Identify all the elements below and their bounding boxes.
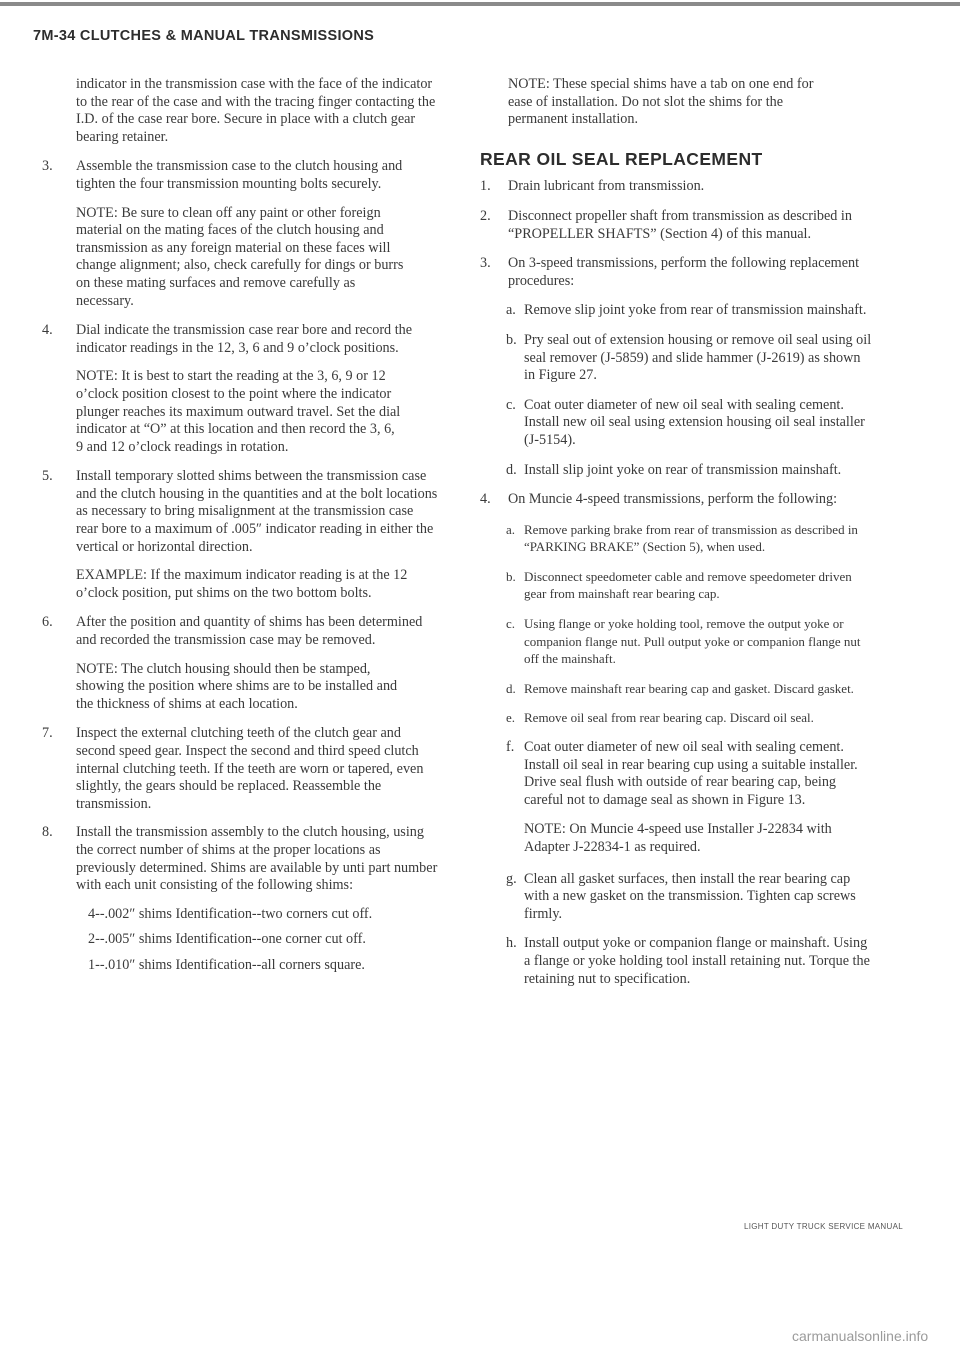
note-installer: NOTE: On Muncie 4-speed use Installer J-22834 with Adapter J-22834-1 as required. (524, 821, 832, 855)
note-reading: NOTE: It is best to start the reading at the 3, 6, 9 or 12 o’clock position closest to the point where the indicator plunger reaches its maximum outward travel. Set the dial indicator at “O” at this location and then record the 3, 6, 9 and 12 o’clock readings in rotation. (76, 368, 401, 455)
step-number: 8. (42, 824, 53, 841)
substep-text: Remove parking brake from rear of transmission as described in “PARKING BRAKE” (Section 5), when used. (524, 521, 858, 555)
substep-letter: d. (506, 461, 517, 478)
note-special-shims: NOTE: These special shims have a tab on one end for ease of installation. Do not slot the shims for the permanent installation. (508, 76, 814, 128)
footer-manual-title: LIGHT DUTY TRUCK SERVICE MANUAL (744, 1222, 903, 1231)
substep-letter: a. (506, 521, 516, 537)
step-number: 2. (480, 207, 491, 224)
substep-letter: f. (506, 739, 515, 756)
example-text: EXAMPLE: If the maximum indicator reading is at the 12 o’clock position, put shims on the two bottom bolts. (76, 567, 408, 601)
substep-text: Disconnect speedometer cable and remove speedometer driven gear from mainshaft rear bearing cap. (524, 568, 852, 602)
substep-text: Coat outer diameter of new oil seal with sealing cement. Install oil seal in rear bearing cup using a suitable installer. Drive seal flush with outside of rear bearing cap, being careful not to damage seal as shown in Figure 13. (524, 739, 858, 808)
substep-4a (480, 521, 874, 556)
step-text: On Muncie 4-speed transmissions, perform the following: (508, 491, 838, 508)
substep-4d (480, 680, 874, 698)
substep-text: Using flange or yoke holding tool, remove the output yoke or companion flange nut. Pull output yoke or companion flange nut off the mainshaft. (524, 616, 861, 667)
step-number: 1. (480, 178, 491, 195)
step-text: On 3-speed transmissions, perform the following replacement procedures: (508, 255, 860, 289)
note-mating-faces: NOTE: Be sure to clean off any paint or other foreign material on the mating faces of the clutch housing and transmission as any foreign material on these faces will change alignment; also, check carefully for dings or burrs on these mating surfaces and remove carefully as necessary. (76, 204, 404, 309)
substep-3d (480, 462, 874, 480)
step-text: Dial indicate the transmission case rear bore and record the indicator readings in the 12, 3, 6 and 9 o’clock positions. (76, 322, 413, 356)
substep-text: Remove mainshaft rear bearing cap and gasket. Discard gasket. (524, 680, 854, 696)
substep-text: Remove oil seal from rear bearing cap. Discard oil seal. (524, 710, 814, 726)
substep-4b (480, 568, 874, 603)
step-text: Install the transmission assembly to the clutch housing, using the correct number of shims at the proper locations as previously determined. Shims are available by unti part number with each unit consisting of the following shims: (76, 824, 438, 894)
substep-text: Install slip joint yoke on rear of transmission mainshaft. (524, 461, 842, 478)
step-text: Inspect the external clutching teeth of the clutch gear and second speed gear. Inspect the second and third speed clutch internal clutching teeth. If the teeth are worn or tapered, even slightly, the gears should be replaced. Reassemble the transmission. (76, 725, 424, 812)
shim-line: 2--.005″ shims Identification--one corner cut off. (88, 931, 366, 948)
step-text: Disconnect propeller shaft from transmission as described in “PROPELLER SHAFTS” (Section 4) of this manual. (508, 207, 852, 242)
step-5 (36, 468, 438, 556)
procedure-step-4 (480, 491, 874, 509)
substep-4e (480, 709, 874, 727)
substep-3b (480, 332, 874, 385)
substep-text: Install output yoke or companion flange or mainshaft. Using a flange or yoke holding tool install retaining nut. Torque the retaining nut to specification. (524, 935, 870, 987)
step-7 (36, 725, 438, 813)
step-number: 5. (42, 468, 53, 485)
shim-line: 1--.010″ shims Identification--all corners square. (88, 956, 365, 973)
step-text: After the position and quantity of shims has been determined and recorded the transmission case may be removed. (76, 614, 423, 649)
continued-text: indicator in the transmission case with the face of the indicator to the rear of the case and with the tracing finger contacting the I.D. of the case rear bore. Secure in place with a clutch gear bearing retainer. (76, 76, 436, 145)
substep-3c (480, 397, 874, 450)
top-rule (0, 2, 960, 6)
substep-4c (480, 615, 874, 668)
substep-text: Coat outer diameter of new oil seal with sealing cement. Install new oil seal using extension housing oil seal installer (J-5154). (524, 396, 865, 448)
step-number: 3. (480, 255, 491, 272)
step-8 (36, 824, 438, 894)
substep-letter: c. (506, 616, 516, 632)
step-3 (36, 158, 438, 193)
step-text: Drain lubricant from transmission. (508, 178, 705, 195)
watermark: carmanualsonline.info (792, 1328, 929, 1344)
substep-3a (480, 302, 874, 320)
step-number: 6. (42, 614, 53, 631)
section-title: REAR OIL SEAL REPLACEMENT (480, 148, 763, 169)
substep-letter: g. (506, 870, 517, 887)
step-4 (36, 322, 438, 357)
substep-letter: b. (506, 331, 517, 348)
substep-letter: b. (506, 568, 516, 584)
step-text: Assemble the transmission case to the clutch housing and tighten the four transmission mounting bolts securely. (76, 158, 403, 192)
step-number: 4. (480, 491, 491, 508)
note-stamped: NOTE: The clutch housing should then be stamped, showing the position where shims are to be installed and the thickness of shims at each location. (76, 660, 398, 712)
substep-letter: e. (506, 710, 516, 726)
substep-4h (480, 935, 874, 988)
shim-line: 4--.002″ shims Identification--two corners cut off. (88, 905, 373, 922)
substep-letter: c. (506, 396, 516, 413)
step-number: 3. (42, 158, 53, 175)
substep-letter: a. (506, 302, 516, 319)
substep-4g (480, 871, 874, 924)
substep-text: Remove slip joint yoke from rear of transmission mainshaft. (524, 302, 867, 319)
page-header: 7M-34 CLUTCHES & MANUAL TRANSMISSIONS (33, 28, 375, 44)
substep-text: Pry seal out of extension housing or remove oil seal using oil seal remover (J-5859) and slide hammer (J-2619) as shown in Figure 27. (524, 331, 872, 384)
procedure-step-2 (480, 208, 874, 243)
substep-letter: d. (506, 680, 516, 696)
step-number: 4. (42, 322, 53, 339)
procedure-step-3 (480, 255, 874, 290)
step-text: Install temporary slotted shims between the transmission case and the clutch housing in the quantities and at the bolt locations as necessary to bring misalignment at the transmission case rear bore to a maximum of .005″ indicator reading in either the vertical or horizontal direction. (76, 468, 438, 555)
step-6 (36, 614, 438, 649)
procedure-step-1 (480, 178, 874, 196)
right-column (480, 76, 874, 1000)
substep-4f (480, 739, 874, 809)
step-number: 7. (42, 725, 53, 742)
substep-text: Clean all gasket surfaces, then install the rear bearing cap with a new gasket on the transmission. Tighten cap screws firmly. (524, 870, 856, 922)
left-column (36, 76, 438, 983)
substep-letter: h. (506, 935, 517, 952)
